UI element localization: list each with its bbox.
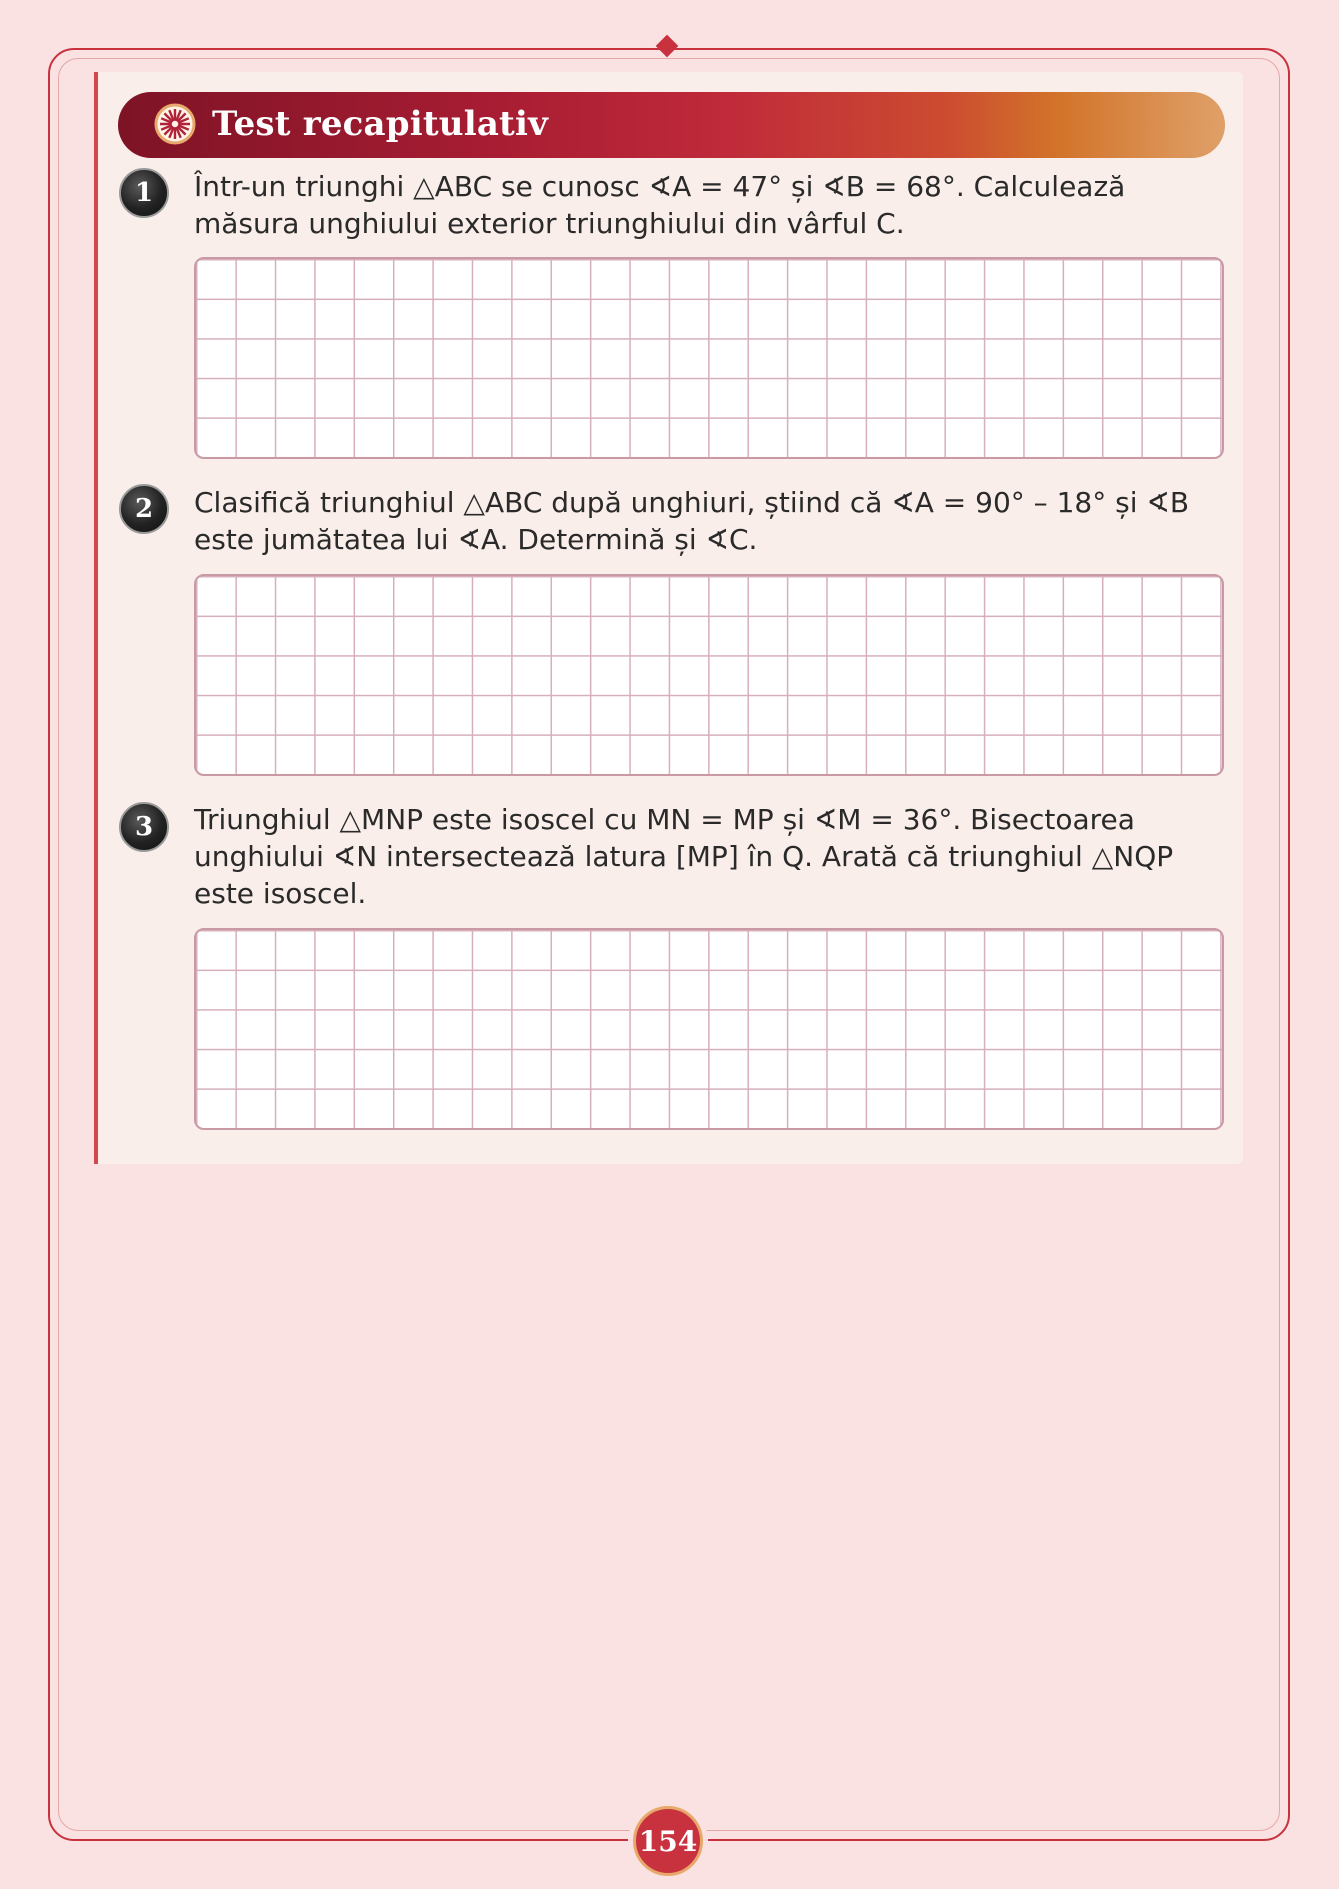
question-line: unghiului ∢N intersectează latura [MP] în Q. Arată că triunghiul △NQP <box>194 840 1174 873</box>
question-line: este jumătatea lui ∢A. Determină și ∢C. <box>194 523 758 556</box>
answer-grid[interactable] <box>194 574 1224 776</box>
question-number-badge: 2 <box>119 484 169 534</box>
question-text <box>194 168 1234 242</box>
question-line: Clasifică triunghiul △ABC după unghiuri, știind că ∢A = 90° – 18° și ∢B <box>194 486 1190 519</box>
panel-left-accent-bar <box>94 72 98 1164</box>
question-number-badge: 3 <box>119 802 169 852</box>
question-text <box>194 801 1234 912</box>
answer-grid[interactable] <box>194 257 1224 459</box>
compass-rose-icon <box>154 103 196 145</box>
page-number: 154 <box>633 1806 703 1876</box>
section-title: Test recapitulativ <box>212 104 549 144</box>
question-number-badge: 1 <box>119 168 169 218</box>
answer-grid[interactable] <box>194 928 1224 1130</box>
question-line: măsura unghiului exterior triunghiului din vârful C. <box>194 207 905 240</box>
question-line: este isoscel. <box>194 877 367 910</box>
question-text <box>194 484 1234 558</box>
question-line: Triunghiul △MNP este isoscel cu MN = MP și ∢M = 36°. Bisectoarea <box>194 803 1135 836</box>
question-line: Într-un triunghi △ABC se cunosc ∢A = 47° și ∢B = 68°. Calculează <box>194 170 1126 203</box>
